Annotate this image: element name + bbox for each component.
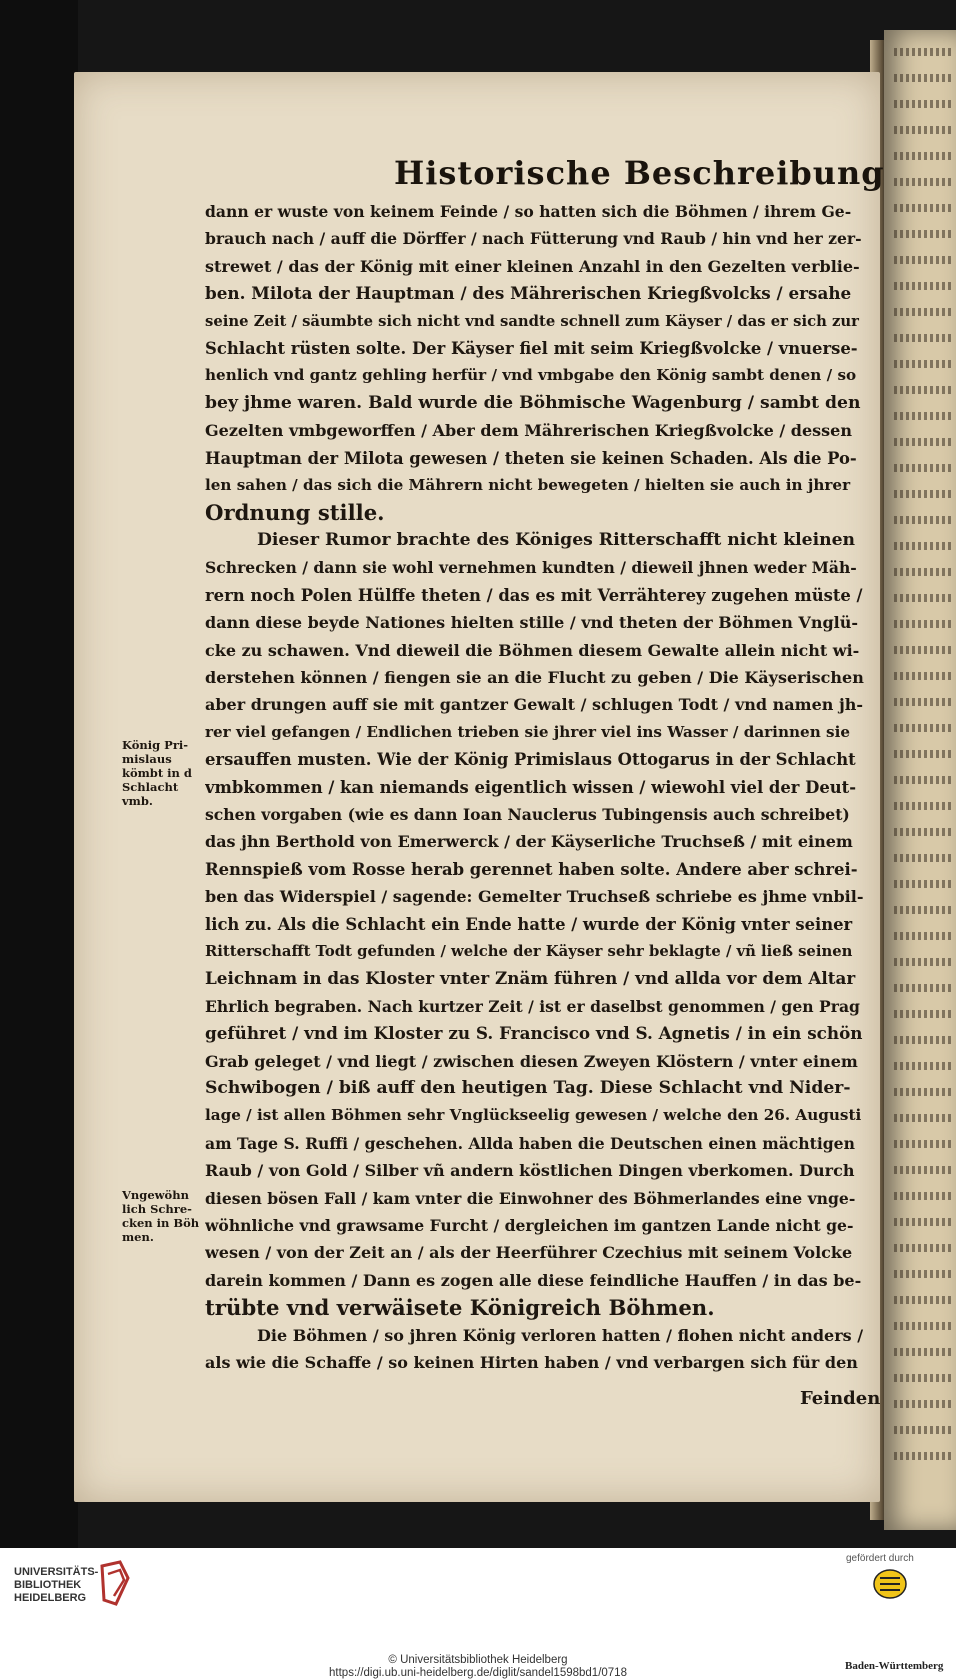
text-line: Schrecken / dann sie wohl vernehmen kundten / dieweil jhnen weder Mäh- bbox=[205, 558, 857, 578]
text-line: darein kommen / Dann es zogen alle diese feindliche Hauffen / in das be- bbox=[205, 1270, 862, 1290]
funded-by-label: gefördert durch bbox=[846, 1553, 914, 1564]
copyright-notice: © Universitätsbibliothek Heidelberg bbox=[388, 1654, 568, 1666]
catchword: Feinden bbox=[800, 1388, 881, 1409]
text-line: diesen bösen Fall / kam vnter die Einwohner des Böhmerlandes eine vnge- bbox=[205, 1188, 856, 1208]
library-name: UNIVERSITÄTS- BIBLIOTHEK HEIDELBERG bbox=[14, 1566, 99, 1604]
text-line: rer viel gefangen / Endlichen trieben sie jhrer viel ins Wasser / darinnen sie bbox=[205, 722, 851, 741]
marginal-line: men. bbox=[122, 1230, 154, 1244]
text-line: Schwibogen / biß auff den heutigen Tag. Diese Schlacht vnd Nider- bbox=[205, 1078, 851, 1098]
text-line: dann diese beyde Nationes hielten stille / vnd theten der Böhmen Vnglü- bbox=[205, 613, 859, 633]
text-line: wöhnliche vnd grawsame Furcht / dergleichen im gantzen Lande nicht ge- bbox=[205, 1216, 854, 1236]
text-line: Schlacht rüsten solte. Der Käyser fiel mit seim Kriegßvolcke / vnuerse- bbox=[205, 339, 858, 359]
running-header: Historische Beschreibung bbox=[394, 154, 885, 192]
text-line: Gezelten vmbgeworffen / Aber dem Mährerischen Kriegßvolcke / dessen bbox=[205, 421, 852, 441]
marginal-note-fright bbox=[122, 1188, 204, 1244]
funder-name: Baden-Württemberg bbox=[845, 1660, 944, 1672]
text-line: dann er wuste von keinem Feinde / so hatten sich die Böhmen / ihrem Ge- bbox=[205, 202, 852, 221]
text-line: ben. Milota der Hauptman / des Mährerischen Kriegßvolcks / ersahe bbox=[205, 283, 852, 304]
text-line: Raub / von Gold / Silber vñ andern köstlichen Dingen vberkomen. Durch bbox=[205, 1161, 855, 1181]
marginal-line: lich Schre- bbox=[122, 1202, 192, 1216]
marginal-line: König Pri- bbox=[122, 738, 189, 752]
text-line: henlich vnd gantz gehling herfür / vnd vmbgabe den König sambt denen / so bbox=[205, 366, 857, 385]
marginal-line: kömbt in d bbox=[122, 766, 192, 780]
text-line: Ehrlich begraben. Nach kurtzer Zeit / ist er daselbst genommen / gen Prag bbox=[205, 996, 860, 1016]
text-line: Grab geleget / vnd liegt / zwischen diesen Zweyen Klöstern / vnter einem bbox=[205, 1051, 858, 1071]
text-line: cke zu schawen. Vnd dieweil die Böhmen diesem Gewalte allein nicht wi- bbox=[205, 640, 860, 660]
text-line: geführet / vnd im Kloster zu S. Francisco vnd S. Agnetis / in ein schön bbox=[205, 1023, 863, 1044]
text-line: Leichnam in das Kloster vnter Znäm führen / vnd allda vor dem Altar bbox=[205, 968, 856, 989]
scan-left-edge bbox=[0, 0, 78, 1548]
ub-heidelberg-logo-icon bbox=[98, 1560, 132, 1606]
permalink-url[interactable]: https://digi.ub.uni-heidelberg.de/diglit/sandel1598bd1/0718 bbox=[329, 1667, 627, 1679]
text-line: derstehen können / fiengen sie an die Flucht zu geben / Die Käyserischen bbox=[205, 667, 864, 687]
marginal-line: mislaus bbox=[122, 752, 172, 766]
text-line: bey jhme waren. Bald wurde die Böhmische Wagenburg / sambt den bbox=[205, 392, 861, 413]
text-line: Die Böhmen / so jhren König verloren hatten / flohen nicht anders / bbox=[257, 1325, 864, 1345]
text-line: brauch nach / auff die Dörffer / nach Fütterung vnd Raub / hin vnd her zer- bbox=[205, 229, 862, 249]
text-line: das jhn Berthold von Emerwerck / der Käyserliche Truchseß / mit einem bbox=[205, 832, 853, 852]
text-line: len sahen / das sich die Mährern nicht bewegeten / hielten sie auch in jhrer bbox=[205, 476, 851, 495]
marginal-note-king-death bbox=[122, 738, 204, 808]
text-line: Hauptman der Milota gewesen / theten sie keinen Schaden. Als die Po- bbox=[205, 448, 857, 468]
text-line: am Tage S. Ruffi / geschehen. Allda haben die Deutschen einen mächtigen bbox=[205, 1133, 855, 1153]
text-line: Dieser Rumor brachte des Königes Ritterschafft nicht kleinen bbox=[257, 529, 856, 550]
text-line: Ritterschafft Todt gefunden / welche der Käyser sehr beklagte / vñ ließ seinen bbox=[205, 942, 853, 960]
text-line: aber drungen auff sie mit gantzer Gewalt / schlugen Todt / vnd namen jh- bbox=[205, 695, 864, 715]
text-line: als wie die Schaffe / so keinen Hirten haben / vnd verbargen sich für den bbox=[205, 1353, 858, 1373]
baden-wuerttemberg-crest-icon bbox=[872, 1568, 908, 1600]
text-line: schen vorgaben (wie es dann Ioan Nauclerus Tubingensis auch schreibet) bbox=[205, 804, 850, 824]
text-line: trübte vnd verwäisete Königreich Böhmen. bbox=[205, 1295, 715, 1321]
text-line: lage / ist allen Böhmen sehr Vnglückseelig gewesen / welche den 26. Augusti bbox=[205, 1106, 862, 1125]
text-line: ersauffen musten. Wie der König Primislaus Ottogarus in der Schlacht bbox=[205, 750, 856, 770]
marginal-line: vmb. bbox=[122, 794, 153, 808]
text-line: lich zu. Als die Schlacht ein Ende hatte / wurde der König vnter seiner bbox=[205, 914, 853, 934]
page-body-text bbox=[205, 198, 865, 1376]
marginal-line: cken in Böh bbox=[122, 1216, 200, 1230]
marginal-line: Vngewöhn bbox=[122, 1188, 189, 1202]
text-line: Rennspieß vom Rosse herab gerennet haben solte. Andere aber schrei- bbox=[205, 859, 858, 879]
text-line: vmbkommen / kan niemands eigentlich wissen / wiewohl viel der Deut- bbox=[205, 777, 857, 797]
text-line: strewet / das der König mit einer kleinen Anzahl in den Gezelten verblie- bbox=[205, 256, 860, 276]
marginal-line: Schlacht bbox=[122, 780, 179, 794]
facing-page-edge bbox=[884, 30, 956, 1530]
text-line: wesen / von der Zeit an / als der Heerführer Czechius mit seinem Volcke bbox=[205, 1243, 853, 1263]
text-line: ben das Widerspiel / sagende: Gemelter Truchseß schriebe es jhme vnbil- bbox=[205, 887, 864, 907]
text-line: Ordnung stille. bbox=[205, 500, 385, 526]
text-line: seine Zeit / säumbte sich nicht vnd sandte schnell zum Käyser / das er sich zur bbox=[205, 312, 859, 330]
text-line: rern noch Polen Hülffe theten / das es mit Verrähterey zugehen müste / bbox=[205, 585, 863, 605]
